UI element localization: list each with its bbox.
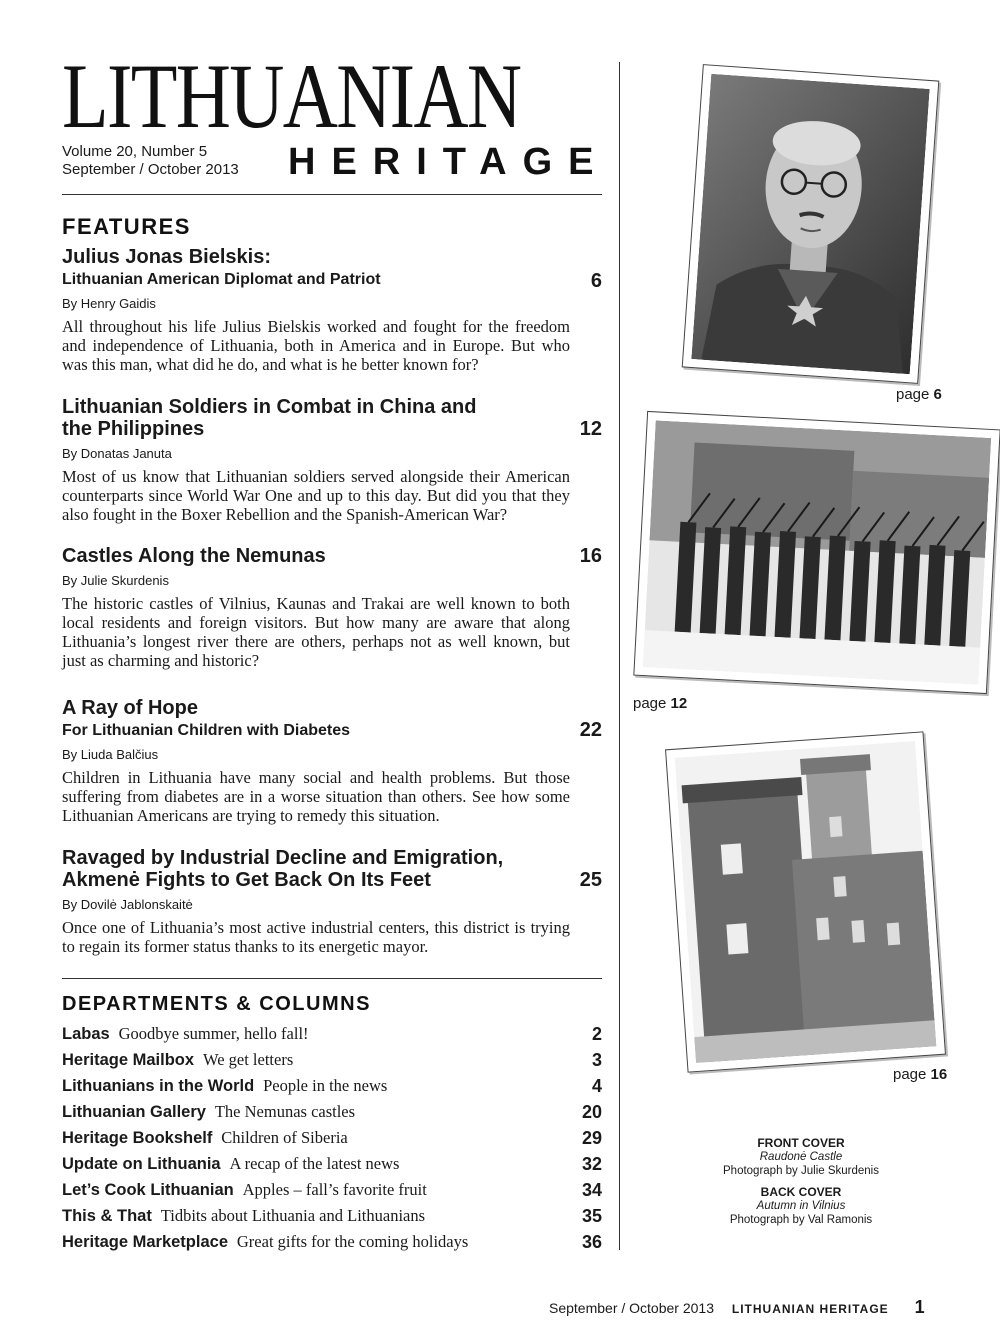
- cover-credits: [701, 1136, 901, 1227]
- feature-page-number: 22: [579, 719, 602, 741]
- castle-caption-page: 16: [930, 1066, 948, 1083]
- department-description: A recap of the latest news: [229, 1154, 400, 1173]
- portrait-caption: page 6: [896, 386, 942, 403]
- department-description: The Nemunas castles: [214, 1102, 356, 1121]
- department-page-number: 3: [591, 1050, 602, 1070]
- feature-author: By Liuda Balčius: [62, 747, 159, 762]
- department-description: Children of Siberia: [221, 1128, 348, 1147]
- department-page-number: 35: [581, 1206, 602, 1226]
- department-row[interactable]: [62, 1204, 602, 1230]
- feature-page-number: 12: [579, 418, 602, 440]
- department-name[interactable]: Lithuanians in the World: [62, 1077, 255, 1095]
- department-description: Goodbye summer, hello fall!: [118, 1024, 309, 1043]
- back-cover-credit: Photograph by Val Ramonis: [729, 1214, 873, 1226]
- feature-description: The historic castles of Vilnius, Kaunas and Trakai are well known to both local residents and foreign visitors. But how many are aware that along Lithuania’s longest river there are others, perhaps not as well known, but just as charming and historic?: [62, 594, 570, 670]
- feature-subtitle: Lithuanian American Diplomat and Patriot: [62, 271, 381, 288]
- back-cover-label: BACK COVER: [760, 1185, 842, 1199]
- department-row[interactable]: [62, 1178, 602, 1204]
- departments-heading: DEPARTMENTS & COLUMNS: [62, 993, 371, 1015]
- portrait-illustration: [691, 74, 929, 375]
- feature-title[interactable]: Julius Jonas Bielskis:: [62, 246, 271, 268]
- feature-author: By Donatas Januta: [62, 446, 172, 461]
- footer-magazine-name: LITHUANIAN HERITAGE: [731, 1302, 889, 1316]
- footer-date: September / October 2013: [549, 1300, 714, 1316]
- department-name[interactable]: Lithuanian Gallery: [62, 1103, 206, 1121]
- department-row[interactable]: [62, 1074, 602, 1100]
- feature-subtitle: For Lithuanian Children with Diabetes: [62, 722, 351, 739]
- volume-number: Volume 20, Number 5: [62, 143, 208, 160]
- castle-caption: page 16: [893, 1066, 948, 1083]
- department-name[interactable]: Heritage Marketplace: [62, 1233, 228, 1251]
- features-heading: FEATURES: [62, 214, 191, 239]
- department-page-number: 2: [591, 1024, 602, 1044]
- department-name[interactable]: Heritage Bookshelf: [62, 1129, 213, 1147]
- feature-author: By Dovilė Jablonskaitė: [62, 897, 193, 912]
- feature-author: By Henry Gaidis: [62, 296, 156, 311]
- feature-title[interactable]: Castles Along the Nemunas: [62, 545, 326, 567]
- castle-illustration: [675, 741, 937, 1063]
- feature-page-number: 25: [579, 869, 602, 891]
- feature-page-number: 6: [590, 270, 602, 292]
- department-page-number: 4: [591, 1076, 602, 1096]
- feature-title[interactable]: Ravaged by Industrial Decline and Emigration, Akmenė Fights to Get Back On Its Feet: [62, 847, 504, 891]
- masthead-title: LITHUANIAN: [62, 45, 521, 147]
- castle-photo[interactable]: [665, 731, 946, 1072]
- feature-page-number: 16: [579, 545, 602, 567]
- feature-description: Children in Lithuania have many social and health problems. But those suffering from diabetes are in a worse situation than others. See how some Lithuanian Americans are trying to remedy this situation.: [62, 768, 570, 825]
- department-row[interactable]: [62, 1230, 602, 1256]
- feature-item[interactable]: [62, 545, 602, 670]
- department-description: Apples – fall’s favorite fruit: [242, 1180, 427, 1199]
- page-footer: [549, 1297, 925, 1318]
- footer-page-number: 1: [914, 1297, 925, 1317]
- issue-info: [62, 143, 239, 179]
- department-name[interactable]: Heritage Mailbox: [62, 1051, 195, 1069]
- feature-item[interactable]: [62, 847, 602, 956]
- department-page-number: 32: [581, 1154, 602, 1174]
- issue-date: September / October 2013: [62, 161, 239, 178]
- feature-description: All throughout his life Julius Bielskis worked and fought for the freedom and independence of Lithuania, both in America and in Europe. But who was this man, what did he do, and what is he better known for?: [62, 317, 570, 374]
- features-divider: [62, 978, 602, 979]
- department-page-number: 36: [581, 1232, 602, 1252]
- portrait-image: [691, 74, 929, 375]
- department-page-number: 34: [581, 1180, 602, 1200]
- portrait-photo[interactable]: [682, 64, 940, 384]
- soldiers-caption: page 12: [633, 695, 688, 712]
- department-description: Great gifts for the coming holidays: [236, 1232, 469, 1251]
- department-page-number: 20: [581, 1102, 602, 1122]
- department-description: We get letters: [202, 1050, 294, 1069]
- department-name[interactable]: Let’s Cook Lithuanian: [62, 1181, 234, 1199]
- department-description: People in the news: [263, 1076, 388, 1095]
- front-cover-credit: Photograph by Julie Skurdenis: [723, 1165, 879, 1177]
- masthead-divider: [62, 194, 602, 195]
- department-row[interactable]: [62, 1048, 602, 1074]
- department-row[interactable]: [62, 1126, 602, 1152]
- feature-title[interactable]: Lithuanian Soldiers in Combat in China and the Philippines: [62, 396, 477, 440]
- feature-author: By Julie Skurdenis: [62, 573, 169, 588]
- feature-title[interactable]: A Ray of Hope: [62, 697, 198, 719]
- back-cover-title: Autumn in Vilnius: [756, 1200, 846, 1212]
- feature-description: Once one of Lithuania’s most active industrial centers, this district is trying to regain its former status thanks to its energetic mayor.: [62, 918, 570, 956]
- department-name[interactable]: This & That: [62, 1207, 152, 1225]
- department-description: Tidbits about Lithuania and Lithuanians: [160, 1206, 426, 1225]
- feature-item[interactable]: [62, 697, 602, 825]
- department-page-number: 29: [581, 1128, 602, 1148]
- department-name[interactable]: Update on Lithuania: [62, 1155, 221, 1173]
- department-name[interactable]: Labas: [62, 1025, 110, 1043]
- department-row[interactable]: [62, 1100, 602, 1126]
- soldiers-image: [643, 420, 991, 684]
- soldiers-photo[interactable]: [633, 411, 1000, 694]
- castle-image: [675, 741, 937, 1063]
- departments-list: [62, 1022, 602, 1256]
- feature-description: Most of us know that Lithuanian soldiers served alongside their American counterparts since World War One and up to this day. But did you that they also fought in the Boxer Rebellion and the Spanish-American War?: [62, 467, 570, 524]
- department-row[interactable]: [62, 1022, 602, 1048]
- front-cover-label: FRONT COVER: [757, 1136, 845, 1150]
- portrait-caption-page: 6: [933, 386, 942, 403]
- feature-item[interactable]: [62, 246, 602, 374]
- soldiers-illustration: [643, 420, 991, 684]
- masthead-subtitle: HERITAGE: [288, 141, 610, 183]
- column-divider: [619, 62, 620, 1250]
- front-cover-title: Raudonė Castle: [759, 1151, 843, 1163]
- feature-item[interactable]: [62, 396, 602, 524]
- soldiers-caption-page: 12: [670, 695, 688, 712]
- department-row[interactable]: [62, 1152, 602, 1178]
